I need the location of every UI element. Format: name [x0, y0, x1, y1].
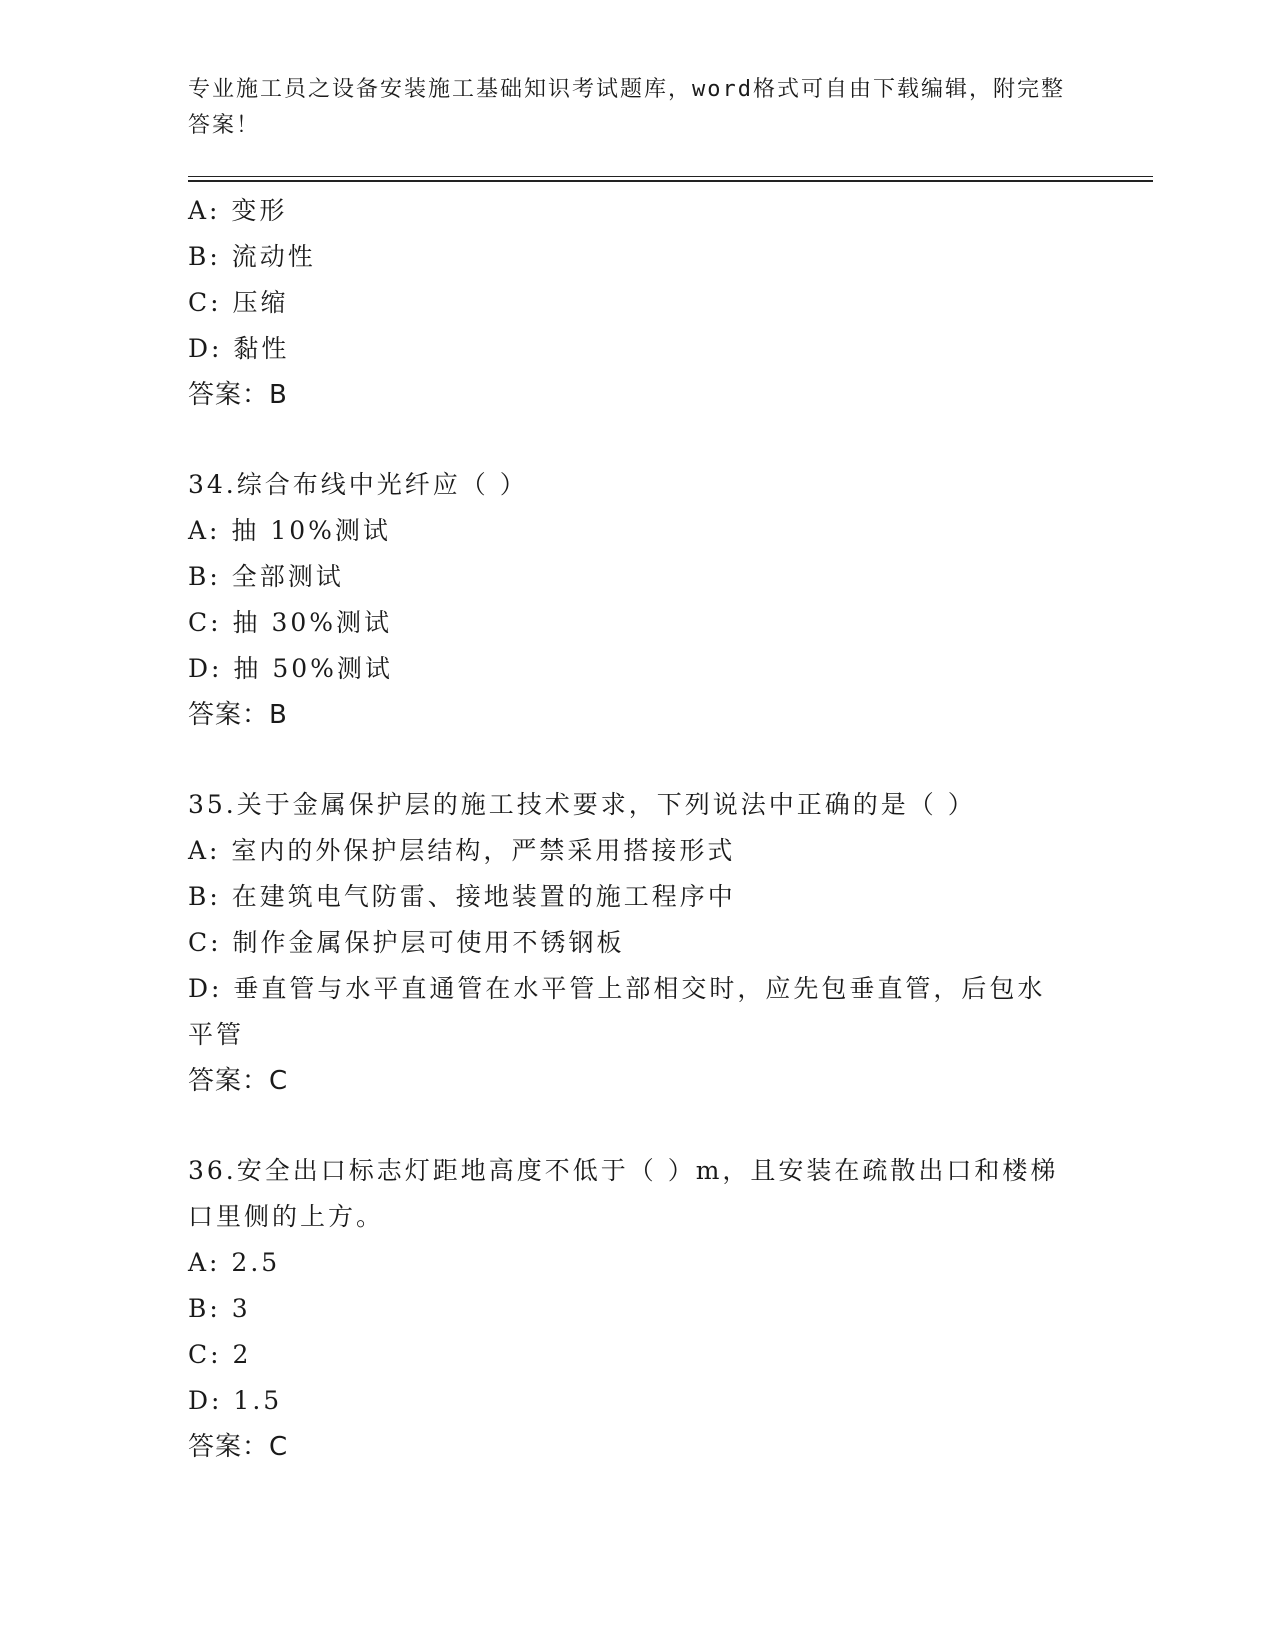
option-b: B: 流动性 — [188, 242, 316, 271]
option-d: D: 垂直管与水平直通管在水平管上部相交时，应先包垂直管，后包水平管 — [188, 974, 1046, 1049]
option-a: A: 抽 10%测试 — [188, 516, 391, 545]
question-text: 35.关于金属保护层的施工技术要求，下列说法中正确的是（ ） — [188, 790, 976, 819]
option-b: B: 3 — [188, 1294, 251, 1323]
question-text: 34.综合布线中光纤应（ ） — [188, 470, 528, 499]
question-block — [188, 462, 1068, 738]
question-block — [188, 1148, 1068, 1470]
option-b: B: 全部测试 — [188, 562, 344, 591]
option-a: A: 2.5 — [188, 1248, 281, 1277]
option-a: A: 室内的外保护层结构，严禁采用搭接形式 — [188, 836, 736, 865]
option-d: D: 黏性 — [188, 334, 290, 363]
question-block — [188, 188, 1068, 418]
answer-text: 答案：C — [188, 1066, 289, 1096]
option-d: D: 1.5 — [188, 1386, 283, 1415]
option-c: C: 2 — [188, 1340, 252, 1369]
option-c: C: 制作金属保护层可使用不锈钢板 — [188, 928, 625, 957]
question-text: 36.安全出口标志灯距地高度不低于（ ）m，且安装在疏散出口和楼梯口里侧的上方。 — [188, 1156, 1059, 1231]
question-list — [188, 188, 1068, 1470]
option-c: C: 压缩 — [188, 288, 289, 317]
header-divider-top — [188, 176, 1153, 177]
option-b: B: 在建筑电气防雷、接地装置的施工程序中 — [188, 882, 736, 911]
option-a: A: 变形 — [188, 196, 288, 225]
question-block — [188, 782, 1068, 1104]
answer-text: 答案：C — [188, 1432, 289, 1462]
option-c: C: 抽 30%测试 — [188, 608, 393, 637]
answer-text: 答案：B — [188, 380, 288, 410]
document-header: 专业施工员之设备安装施工基础知识考试题库，word格式可自由下载编辑，附完整答案！ — [188, 77, 1065, 138]
answer-text: 答案：B — [188, 700, 288, 730]
option-d: D: 抽 50%测试 — [188, 654, 393, 683]
header-divider-bottom — [188, 180, 1153, 182]
